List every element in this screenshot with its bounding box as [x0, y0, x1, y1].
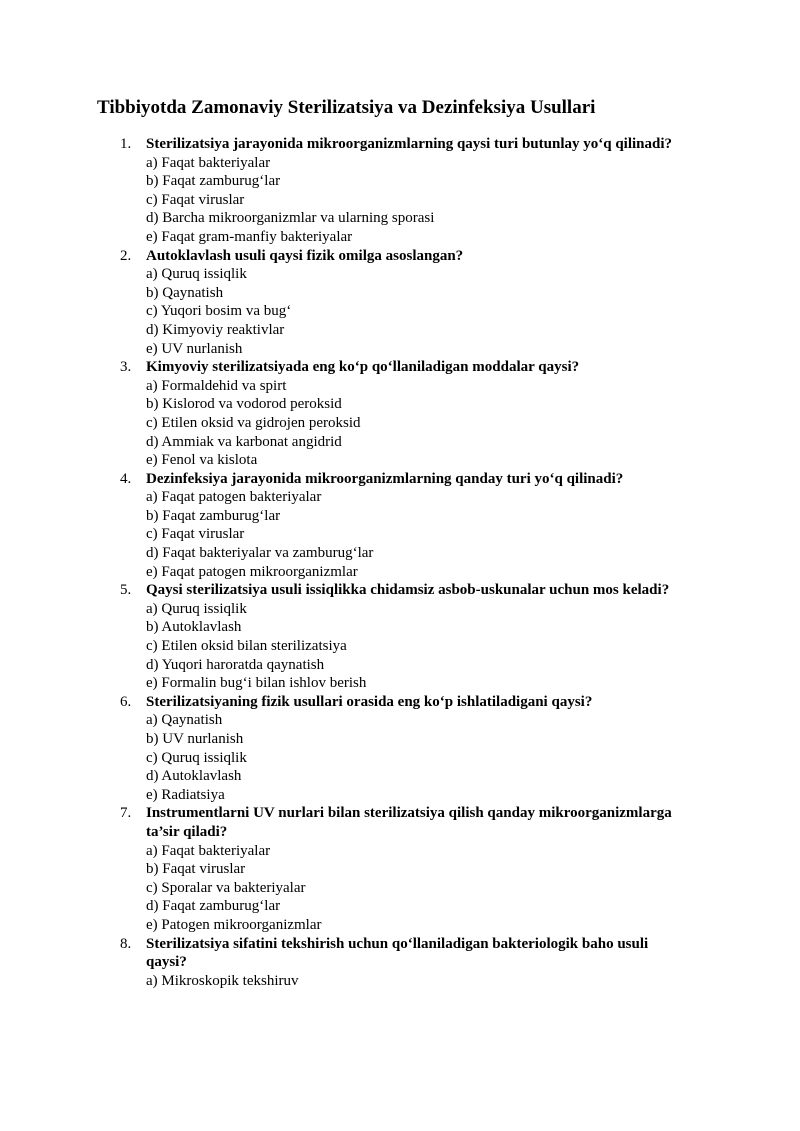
answer-options [0, 265, 800, 358]
answer-option: e) UV nurlanish [146, 340, 243, 357]
answer-options [0, 154, 800, 247]
answer-options [0, 972, 800, 991]
answer-option: c) Sporalar va bakteriyalar [146, 879, 306, 896]
answer-option: c) Yuqori bosim va bug‘ [146, 303, 292, 320]
answer-options [0, 488, 800, 581]
question-number: 4. [120, 470, 132, 487]
answer-option: b) Autoklavlash [146, 619, 242, 636]
answer-option: a) Formaldehid va spirt [146, 377, 287, 394]
question-number: 3. [120, 359, 132, 376]
answer-option: b) Faqat zamburug‘lar [146, 507, 281, 524]
answer-option: b) Qaynatish [146, 284, 224, 301]
answer-option: a) Faqat bakteriyalar [146, 154, 271, 171]
answer-option: d) Yuqori haroratda qaynatish [146, 656, 325, 673]
question-text: Sterilizatsiyaning fizik usullari orasida eng ko‘p ishlatiladigani qaysi? [146, 693, 593, 710]
question-item [0, 935, 800, 991]
answer-option: c) Quruq issiqlik [146, 749, 247, 766]
answer-option: b) UV nurlanish [146, 731, 244, 747]
answer-option: e) Faqat patogen mikroorganizmlar [146, 563, 358, 580]
answer-option: b) Kislorod va vodorod peroksid [146, 396, 342, 413]
answer-options [0, 842, 800, 935]
question-number: 1. [120, 136, 132, 152]
answer-option: a) Mikroskopik tekshiruv [146, 972, 299, 989]
question-text: Qaysi sterilizatsiya usuli issiqlikka chidamsiz asbob-uskunalar uchun mos keladi? [146, 582, 670, 599]
answer-option: a) Quruq issiqlik [146, 600, 247, 617]
question-item [0, 358, 800, 470]
answer-option: e) Formalin bug‘i bilan ishlov berish [146, 675, 367, 692]
question-text: Instrumentlarni UV nurlari bilan sterilizatsiya qilish qanday mikroorganizmlarga ta’sir qiladi? [146, 805, 672, 840]
answer-option: e) Radiatsiya [146, 786, 225, 803]
answer-option: a) Qaynatish [146, 712, 223, 729]
answer-option: b) Faqat viruslar [146, 861, 246, 878]
question-text: Dezinfeksiya jarayonida mikroorganizmlarning qanday turi yo‘q qilinadi? [146, 470, 624, 487]
answer-option: d) Faqat zamburug‘lar [146, 898, 281, 915]
answer-option: d) Barcha mikroorganizmlar va ularning sporasi [146, 210, 435, 227]
question-list [0, 135, 800, 990]
question-number: 8. [120, 935, 132, 952]
question-number: 5. [120, 582, 132, 599]
question-item [0, 135, 800, 247]
question-number: 6. [120, 693, 132, 710]
answer-option: d) Autoklavlash [146, 768, 242, 785]
answer-option: d) Faqat bakteriyalar va zamburug‘lar [146, 545, 374, 562]
question-text: Kimyoviy sterilizatsiyada eng ko‘p qo‘llaniladigan moddalar qaysi? [146, 359, 580, 376]
question-text: Autoklavlash usuli qaysi fizik omilga asoslangan? [146, 247, 464, 264]
document-title: Tibbiyotda Zamonaviy Sterilizatsiya va Dezinfeksiya Usullari [97, 97, 596, 118]
answer-option: c) Faqat viruslar [146, 526, 245, 543]
question-text: Sterilizatsiya sifatini tekshirish uchun qo‘llaniladigan bakteriologik baho usuli qaysi? [146, 935, 649, 971]
answer-option: c) Etilen oksid bilan sterilizatsiya [146, 638, 347, 655]
question-number: 7. [120, 805, 132, 822]
answer-option: d) Ammiak va karbonat angidrid [146, 433, 342, 450]
answer-options [0, 711, 800, 804]
question-item [0, 581, 800, 693]
question-item [0, 470, 800, 582]
question-item [0, 693, 800, 805]
answer-option: c) Etilen oksid va gidrojen peroksid [146, 414, 361, 431]
answer-option: a) Faqat patogen bakteriyalar [146, 489, 322, 506]
answer-option: e) Faqat gram-manfiy bakteriyalar [146, 228, 353, 245]
question-item [0, 247, 800, 359]
answer-option: d) Kimyoviy reaktivlar [146, 321, 285, 338]
answer-option: b) Faqat zamburug‘lar [146, 173, 281, 190]
answer-option: e) Fenol va kislota [146, 452, 258, 469]
question-text: Sterilizatsiya jarayonida mikroorganizmlarning qaysi turi butunlay yo‘q qilinadi? [146, 136, 673, 152]
answer-option: e) Patogen mikroorganizmlar [146, 916, 322, 933]
answer-option: a) Quruq issiqlik [146, 266, 247, 283]
answer-options [0, 600, 800, 693]
answer-option: c) Faqat viruslar [146, 191, 245, 208]
question-number: 2. [120, 247, 132, 264]
answer-options [0, 377, 800, 470]
answer-option: a) Faqat bakteriyalar [146, 842, 271, 859]
question-item [0, 804, 800, 934]
